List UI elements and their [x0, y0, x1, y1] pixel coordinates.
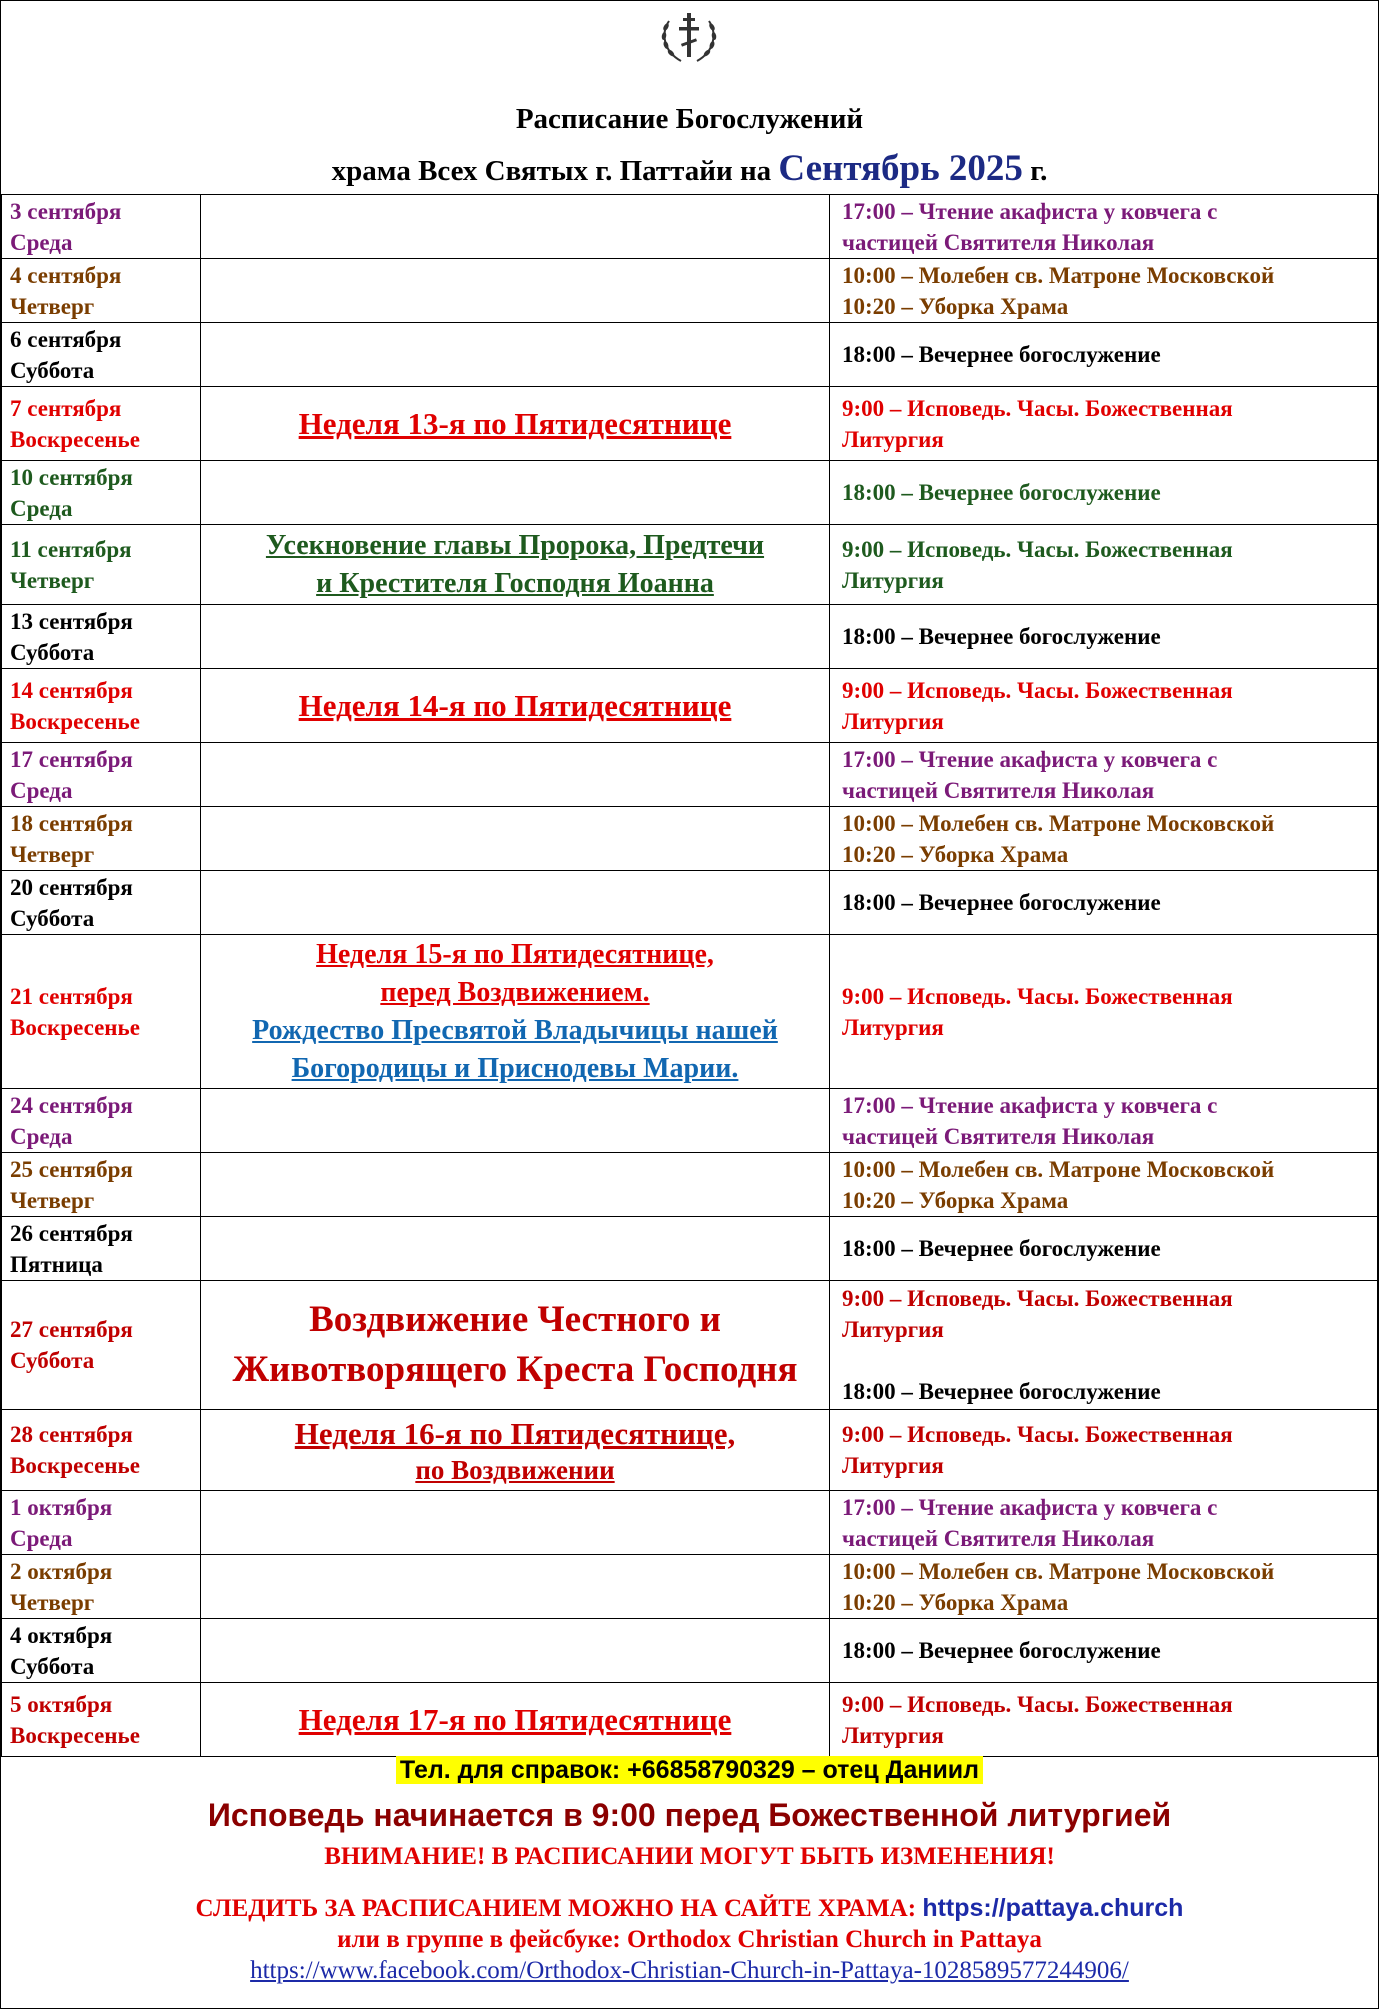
table-row	[2, 1555, 1378, 1619]
date-cell: 27 сентября Суббота	[2, 1281, 201, 1410]
feast-cell	[201, 323, 830, 387]
date-cell: 13 сентября Суббота	[2, 605, 201, 669]
table-row	[2, 1217, 1378, 1281]
date-cell: 21 сентября Воскресенье	[2, 935, 201, 1089]
feast-cell	[201, 1089, 830, 1153]
table-row	[2, 1153, 1378, 1217]
service-cell: 18:00 – Вечернее богослужение	[830, 871, 1378, 935]
service-cell: 9:00 – Исповедь. Часы. Божественная Литургия	[830, 669, 1378, 743]
service-cell: 17:00 – Чтение акафиста у ковчега с частицей Святителя Николая	[830, 1491, 1378, 1555]
date-cell: 5 октября Воскресенье	[2, 1683, 201, 1757]
service-cell: 10:00 – Молебен св. Матроне Московской 10:20 – Уборка Храма	[830, 807, 1378, 871]
table-row	[2, 387, 1378, 461]
date-cell: 18 сентября Четверг	[2, 807, 201, 871]
service-cell: 9:00 – Исповедь. Часы. Божественная Литургия	[830, 525, 1378, 605]
table-row	[2, 1410, 1378, 1491]
page-subtitle	[1, 147, 1378, 190]
site-link[interactable]: https://pattaya.church	[922, 1894, 1184, 1922]
table-row	[2, 743, 1378, 807]
feast-cell: Неделя 16-я по Пятидесятнице, по Воздвижении	[201, 1410, 830, 1491]
table-row	[2, 323, 1378, 387]
date-cell: 7 сентября Воскресенье	[2, 387, 201, 461]
table-row	[2, 871, 1378, 935]
subtitle-suffix: г.	[1030, 155, 1048, 187]
table-row	[2, 1281, 1378, 1410]
date-cell: 24 сентября Среда	[2, 1089, 201, 1153]
date-cell: 14 сентября Воскресенье	[2, 669, 201, 743]
site-line	[1, 1894, 1378, 1923]
service-cell: 9:00 – Исповедь. Часы. Божественная Литургия	[830, 1683, 1378, 1757]
service-cell: 10:00 – Молебен св. Матроне Московской 10:20 – Уборка Храма	[830, 259, 1378, 323]
service-cell: 18:00 – Вечернее богослужение	[830, 323, 1378, 387]
orthodox-cross-wreath-icon	[655, 7, 723, 69]
feast-cell	[201, 461, 830, 525]
site-prefix: СЛЕДИТЬ ЗА РАСПИСАНИЕМ МОЖНО НА САЙТЕ ХРАМА:	[195, 1895, 917, 1922]
feast-cell	[201, 743, 830, 807]
feast-cell: Неделя 15-я по Пятидесятнице, перед Воздвижением. Рождество Пресвятой Владычицы нашей Богородицы и Приснодевы Марии.	[201, 935, 830, 1089]
table-row	[2, 807, 1378, 871]
date-cell: 1 октября Среда	[2, 1491, 201, 1555]
subtitle-month: Сентябрь 2025	[778, 148, 1023, 189]
page-title: Расписание Богослужений	[515, 103, 864, 135]
table-row	[2, 1683, 1378, 1757]
phone-line	[1, 1756, 1378, 1785]
confession-note: Исповедь начинается в 9:00 перед Божественной литургией	[207, 1797, 1172, 1833]
feast-cell: Усекновение главы Пророка, Предтечи и Крестителя Господня Иоанна	[201, 525, 830, 605]
service-cell: 9:00 – Исповедь. Часы. Божественная Литургия	[830, 1410, 1378, 1491]
table-row	[2, 525, 1378, 605]
service-cell: 10:00 – Молебен св. Матроне Московской 10:20 – Уборка Храма	[830, 1153, 1378, 1217]
feast-cell	[201, 1153, 830, 1217]
date-cell: 2 октября Четверг	[2, 1555, 201, 1619]
service-cell: 17:00 – Чтение акафиста у ковчега с частицей Святителя Николая	[830, 743, 1378, 807]
date-cell: 10 сентября Среда	[2, 461, 201, 525]
table-row	[2, 259, 1378, 323]
feast-cell: Неделя 14-я по Пятидесятнице	[201, 669, 830, 743]
service-cell: 17:00 – Чтение акафиста у ковчега с частицей Святителя Николая	[830, 1089, 1378, 1153]
table-row	[2, 195, 1378, 259]
feast-cell	[201, 807, 830, 871]
date-cell: 11 сентября Четверг	[2, 525, 201, 605]
service-cell: 18:00 – Вечернее богослужение	[830, 605, 1378, 669]
date-cell: 4 сентября Четверг	[2, 259, 201, 323]
feast-cell	[201, 1619, 830, 1683]
feast-cell: Неделя 13-я по Пятидесятнице	[201, 387, 830, 461]
table-row	[2, 461, 1378, 525]
service-cell: 9:00 – Исповедь. Часы. Божественная Литургия 18:00 – Вечернее богослужение	[830, 1281, 1378, 1410]
date-cell: 25 сентября Четверг	[2, 1153, 201, 1217]
feast-cell	[201, 605, 830, 669]
service-cell: 9:00 – Исповедь. Часы. Божественная Литургия	[830, 387, 1378, 461]
date-cell: 20 сентября Суббота	[2, 871, 201, 935]
service-cell: 18:00 – Вечернее богослужение	[830, 461, 1378, 525]
warning-note: ВНИМАНИЕ! В РАСПИСАНИИ МОГУТ БЫТЬ ИЗМЕНЕНИЯ!	[324, 1843, 1055, 1870]
service-cell: 18:00 – Вечернее богослужение	[830, 1217, 1378, 1281]
feast-cell	[201, 1491, 830, 1555]
facebook-link[interactable]: https://www.facebook.com/Orthodox-Christian-Church-in-Pattaya-1028589577244906/	[250, 1957, 1129, 1984]
table-row	[2, 1491, 1378, 1555]
date-cell: 17 сентября Среда	[2, 743, 201, 807]
feast-cell	[201, 1555, 830, 1619]
table-row	[2, 935, 1378, 1089]
feast-cell: Неделя 17-я по Пятидесятнице	[201, 1683, 830, 1757]
feast-cell	[201, 259, 830, 323]
date-cell: 3 сентября Среда	[2, 195, 201, 259]
facebook-group-text: или в группе в фейсбуке: Orthodox Christian Church in Pattaya	[337, 1926, 1042, 1953]
feast-cell	[201, 195, 830, 259]
date-cell: 26 сентября Пятница	[2, 1217, 201, 1281]
table-row	[2, 669, 1378, 743]
date-cell: 4 октября Суббота	[2, 1619, 201, 1683]
service-cell: 10:00 – Молебен св. Матроне Московской 10:20 – Уборка Храма	[830, 1555, 1378, 1619]
subtitle-prefix: храма Всех Святых г. Паттайи на	[331, 155, 772, 187]
feast-cell: Воздвижение Честного и Животворящего Креста Господня	[201, 1281, 830, 1410]
date-cell: 28 сентября Воскресенье	[2, 1410, 201, 1491]
table-row	[2, 1619, 1378, 1683]
feast-cell	[201, 1217, 830, 1281]
service-cell: 9:00 – Исповедь. Часы. Божественная Литургия	[830, 935, 1378, 1089]
schedule-table	[1, 194, 1378, 1757]
table-row	[2, 1089, 1378, 1153]
date-cell: 6 сентября Суббота	[2, 323, 201, 387]
service-cell: 17:00 – Чтение акафиста у ковчега с частицей Святителя Николая	[830, 195, 1378, 259]
feast-cell	[201, 871, 830, 935]
service-cell: 18:00 – Вечернее богослужение	[830, 1619, 1378, 1683]
table-row	[2, 605, 1378, 669]
phone-text: Тел. для справок: +66858790329 – отец Даниил	[396, 1756, 983, 1784]
